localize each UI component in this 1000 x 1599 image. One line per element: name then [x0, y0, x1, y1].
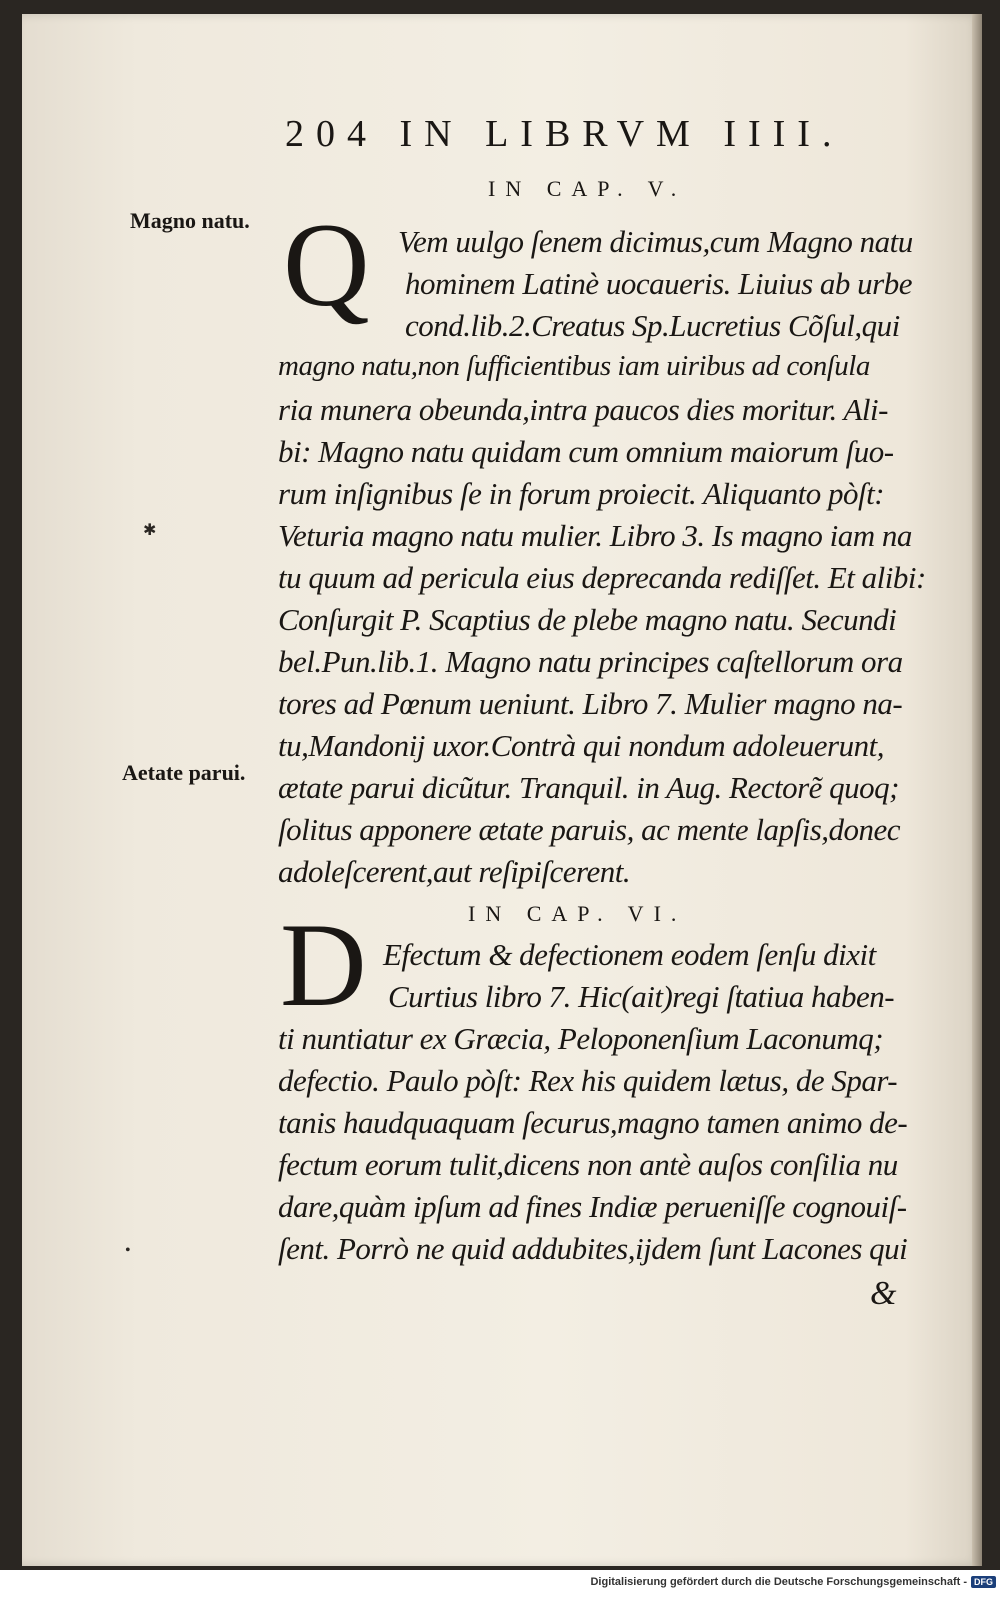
text-line: hominem Latinè uocaueris. Liuius ab urbe	[405, 266, 912, 301]
catchword: &	[870, 1275, 897, 1312]
text-line: bi: Magno natu quidam cum omnium maiorum ſuo-	[278, 434, 894, 469]
running-head: 204 IN LIBRVM IIII.	[285, 113, 844, 155]
text-line: magno natu,non ſufficientibus iam uiribus ad conſula	[278, 350, 870, 382]
chapter-heading-vi: IN CAP. VI.	[468, 901, 687, 926]
text-line: tu,Mandonij uxor.Contrà qui nondum adoleuerunt,	[278, 728, 884, 763]
text-line: tores ad Pœnum ueniunt. Libro 7. Mulier magno na-	[278, 686, 903, 721]
text-line: ætate parui dicũtur. Tranquil. in Aug. Rectorẽ quoq;	[278, 770, 899, 805]
text-line: adoleſcerent,aut reſipiſcerent.	[278, 854, 631, 889]
text-line: ti nuntiatur ex Græcia, Peloponenſium Laconumq;	[278, 1021, 884, 1056]
drop-initial-q: Q	[283, 198, 370, 331]
text-line: Vem uulgo ſenem dicimus,cum Magno natu	[398, 224, 913, 259]
digitization-credit	[590, 1576, 996, 1588]
credit-text: Digitalisierung gefördert durch die Deutsche Forschungsgemeinschaft -	[590, 1576, 967, 1588]
text-line: cond.lib.2.Creatus Sp.Lucretius Cõſul,qui	[405, 308, 900, 343]
text-line: Curtius libro 7. Hic(ait)regi ſtatiua haben-	[388, 979, 895, 1014]
text-line: fectum eorum tulit,dicens non antè auſos conſilia nu	[278, 1147, 898, 1182]
page-edge	[972, 14, 982, 1566]
margin-note-aetate-parui: Aetate parui.	[122, 760, 246, 785]
text-line: tu quum ad pericula eius deprecanda rediſſet. Et alibi:	[278, 560, 926, 595]
text-line: defectio. Paulo pòſt: Rex his quidem lætus, de Spar-	[278, 1063, 898, 1098]
margin-note-magno-natu: Magno natu.	[130, 208, 250, 233]
drop-initial-d: D	[280, 898, 367, 1031]
text-line: Veturia magno natu mulier. Libro 3. Is magno iam na	[278, 518, 912, 553]
chapter-heading-v: IN CAP. V.	[488, 176, 687, 201]
text-line: Conſurgit P. Scaptius de plebe magno natu. Secundi	[278, 602, 897, 637]
text-line: ſolitus apponere ætate paruis, ac mente lapſis,donec	[278, 812, 901, 847]
margin-mark: ✱	[143, 522, 157, 539]
text-line: Efectum & defectionem eodem ſenſu dixit	[383, 937, 876, 972]
text-line: ſent. Porrò ne quid addubites,ijdem ſunt Lacones qui	[278, 1231, 908, 1266]
text-line: dare,quàm ipſum ad fines Indiæ perueniſſe cognouiſ-	[278, 1189, 907, 1224]
text-line: bel.Pun.lib.1. Magno natu principes caſtellorum ora	[278, 644, 903, 679]
text-line: rum inſignibus ſe in forum proiecit. Aliquanto pòſt:	[278, 476, 885, 511]
text-line: ria munera obeunda,intra paucos dies moritur. Ali-	[278, 392, 888, 427]
text-line: tanis haudquaquam ſecurus,magno tamen animo de-	[278, 1105, 908, 1140]
dfg-logo: DFG	[971, 1576, 996, 1588]
margin-mark: •	[125, 1242, 131, 1259]
